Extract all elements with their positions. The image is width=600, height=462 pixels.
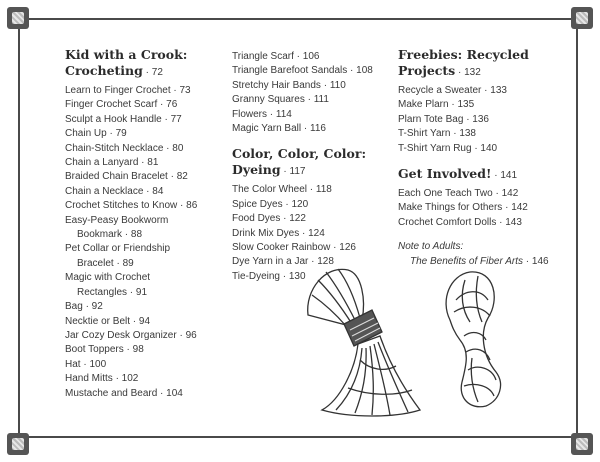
toc-entry: Mustache and Beard · 104 — [65, 387, 183, 399]
corner-ornament-icon — [7, 7, 29, 29]
toc-entry: Chain a Necklace · 84 — [65, 185, 164, 197]
toc-entry: Make Things for Others · 142 — [398, 202, 528, 214]
toc-entry: Pet Collar or Friendship — [65, 243, 171, 255]
toc-entry: Crochet Comfort Dolls · 143 — [398, 216, 522, 228]
corner-ornament-icon — [571, 7, 593, 29]
toc-entry: Bag · 92 — [65, 301, 103, 313]
section-heading-crocheting: Kid with a Crook: Crocheting · 72 — [65, 47, 188, 78]
toc-entry: Recycle a Sweater · 133 — [398, 85, 507, 96]
toc-entry: Spice Dyes · 120 — [232, 198, 309, 210]
toc-entry: The Color Wheel · 118 — [232, 184, 332, 196]
toc-entry: Bookmark · 88 — [77, 229, 143, 241]
yarn-skeins-illustration — [300, 260, 540, 420]
toc-entry: Granny Squares · 111 — [232, 94, 329, 106]
toc-entry: Chain-Stitch Necklace · 80 — [65, 142, 184, 154]
toc-entry: Learn to Finger Crochet · 73 — [65, 85, 191, 96]
toc-entry: Jar Cozy Desk Organizer · 96 — [65, 329, 197, 341]
note-to-adults: Note to Adults: The Benefits of Fiber Arts · 146 — [398, 241, 549, 267]
toc-entry: Chain a Lanyard · 81 — [65, 157, 159, 169]
toc-entry: Chain Up · 79 — [65, 128, 127, 140]
toc-entry: Boot Toppers · 98 — [65, 344, 144, 356]
toc-entry: Each One Teach Two · 142 — [398, 188, 519, 200]
toc-entry: Magic Yarn Ball · 116 — [232, 123, 326, 135]
toc-entry: Triangle Scarf · 106 — [232, 51, 320, 62]
toc-entry: Dye Yarn in a Jar · 128 — [232, 256, 334, 268]
toc-entry: T-Shirt Yarn Rug · 140 — [398, 142, 498, 154]
toc-entry: Necktie or Belt · 94 — [65, 315, 151, 327]
toc-entry: Food Dyes · 122 — [232, 213, 306, 225]
toc-column-3 — [398, 47, 568, 269]
toc-entry: Magic with Crochet — [65, 272, 151, 284]
toc-entry: Stretchy Hair Bands · 110 — [232, 79, 346, 91]
toc-entry: Make Plarn · 135 — [398, 99, 475, 111]
section-heading-recycled: Freebies: Recycled Projects · 132 — [398, 47, 529, 78]
toc-entry: Hat · 100 — [65, 358, 107, 370]
section-heading-get-involved: Get Involved! · 141 — [398, 166, 518, 182]
corner-ornament-icon — [7, 433, 29, 455]
section-heading-dyeing: Color, Color, Color: Dyeing · 117 — [232, 146, 367, 178]
toc-entry: Slow Cooker Rainbow · 126 — [232, 242, 356, 254]
toc-entry: T-Shirt Yarn · 138 — [398, 128, 476, 140]
toc-entry: Tie-Dyeing · 130 — [232, 270, 306, 282]
toc-entry: Easy-Peasy Bookworm — [65, 214, 169, 226]
toc-entry: Finger Crochet Scarf · 76 — [65, 99, 178, 111]
toc-entry: Sculpt a Hook Handle · 77 — [65, 113, 182, 125]
toc-entry: Plarn Tote Bag · 136 — [398, 113, 489, 125]
corner-ornament-icon — [571, 433, 593, 455]
toc-entry: Rectangles · 91 — [77, 286, 148, 298]
toc-entry: Flowers · 114 — [232, 108, 292, 120]
toc-entry: Bracelet · 89 — [77, 257, 134, 269]
toc-entry: Crochet Stitches to Know · 86 — [65, 200, 198, 212]
toc-entry: Triangle Barefoot Sandals · 108 — [232, 65, 373, 77]
toc-column-1 — [65, 47, 215, 401]
toc-entry: Hand Mitts · 102 — [65, 373, 139, 385]
toc-column-2 — [232, 50, 382, 284]
toc-entry: Braided Chain Bracelet · 82 — [65, 171, 188, 183]
toc-entry: Drink Mix Dyes · 124 — [232, 227, 325, 239]
